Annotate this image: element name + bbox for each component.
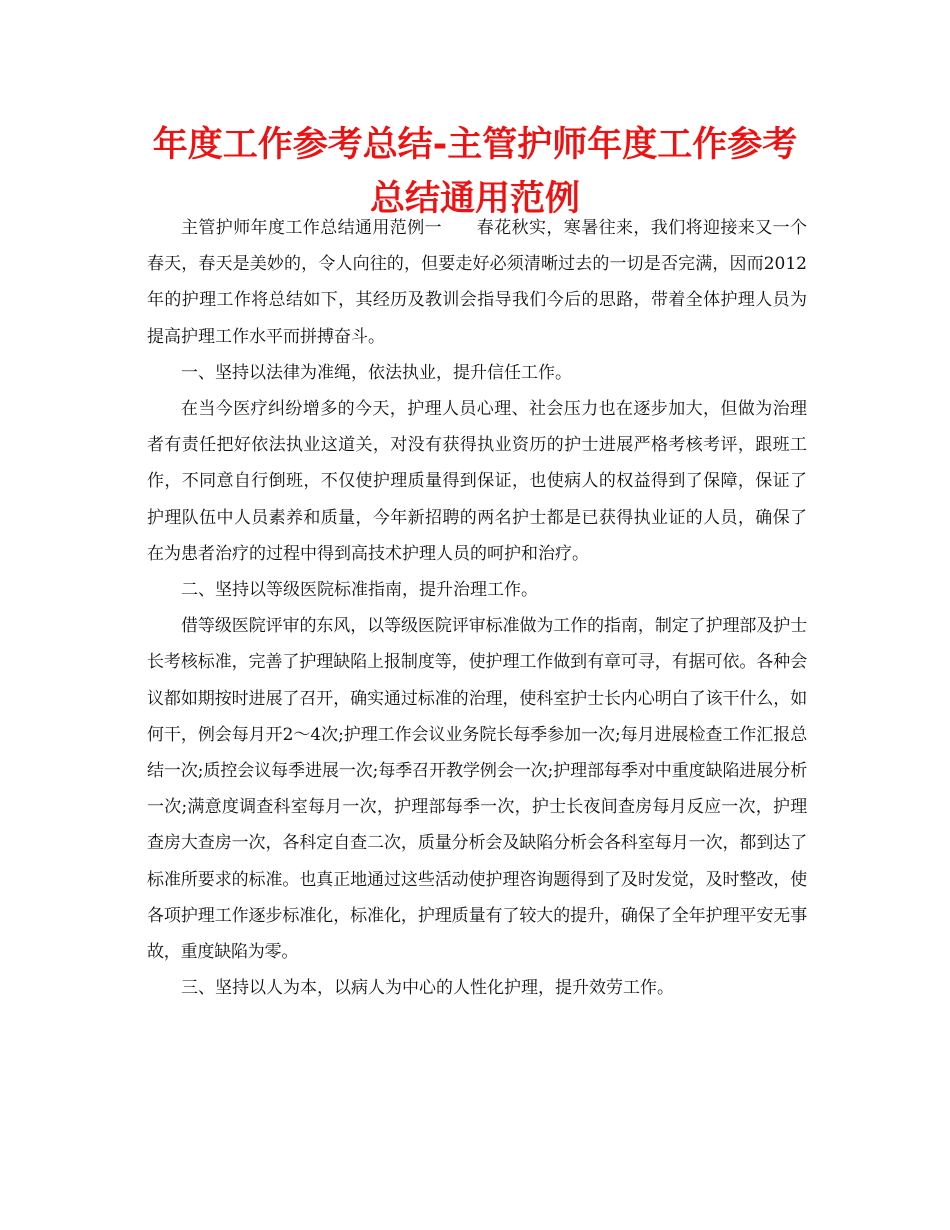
section-heading-1: 一、坚持以法律为准绳，依法执业，提升信任工作。: [181, 362, 572, 383]
paragraph-section-2: 借等级医院评审的东风，以等级医院评审标准做为工作的指南，制定了护理部及护士长考核标准，完善了护理缺陷上报制度等，使护理工作做到有章可寻，有据可依。各种会议都如期按时进展了召开，确实通过标准的治理，使科室护士长内心明白了该干什么，如何干，例会每月开2～4次;护理工作会议业务院长每季参加一次;每月进展检查工作汇报总结一次;质控会议每季进展一次;每季召开教学例会一次;护理部每季对中重度缺陷进展分析一次;满意度调查科室每月一次，护理部每季一次，护士长夜间查房每月反应一次，护理查房大查房一次，各科定自查二次，质量分析会及缺陷分析会各科室每月一次，都到达了标准所要求的标准。也真正地通过这些活动使护理咨询题得到了及时发觉，及时整改，使各项护理工作逐步标准化，标准化，护理质量有了较大的提升，确保了全年护理平安无事故，重度缺陷为零。: [147, 616, 807, 963]
paragraph-section-1: 在当今医疗纠纷增多的今天，护理人员心理、社会压力也在逐步加大，但做为治理者有责任把好依法执业这道关，对没有获得执业资历的护士进展严格考核考评，跟班工作，不同意自行倒班，不仅使护理质量得到保证，也使病人的权益得到了保障，保证了护理队伍中人员素养和质量，今年新招聘的两名护士都是已获得执业证的人员，确保了在为患者治疗的过程中得到高技术护理人员的呵护和治疗。: [147, 399, 807, 564]
paragraph-intro: 主管护师年度工作总结通用范例一 春花秋实，寒暑往来，我们将迎接来又一个春天，春天是美妙的，令人向往的，但要走好必须清晰过去的一切是否完满，因而2012年的护理工作将总结如下，其经历及教训会指导我们今后的思路，带着全体护理人员为提高护理工作水平而拼搏奋斗。: [147, 218, 807, 347]
document-title: 年度工作参考总结-主管护师年度工作参考总结通用范例: [152, 125, 798, 219]
section-heading-3: 三、坚持以人为本，以病人为中心的人性化护理，提升效劳工作。: [181, 978, 674, 999]
section-heading-2: 二、坚持以等级医院标准指南，提升治理工作。: [181, 580, 538, 601]
document-body: [147, 210, 807, 1006]
